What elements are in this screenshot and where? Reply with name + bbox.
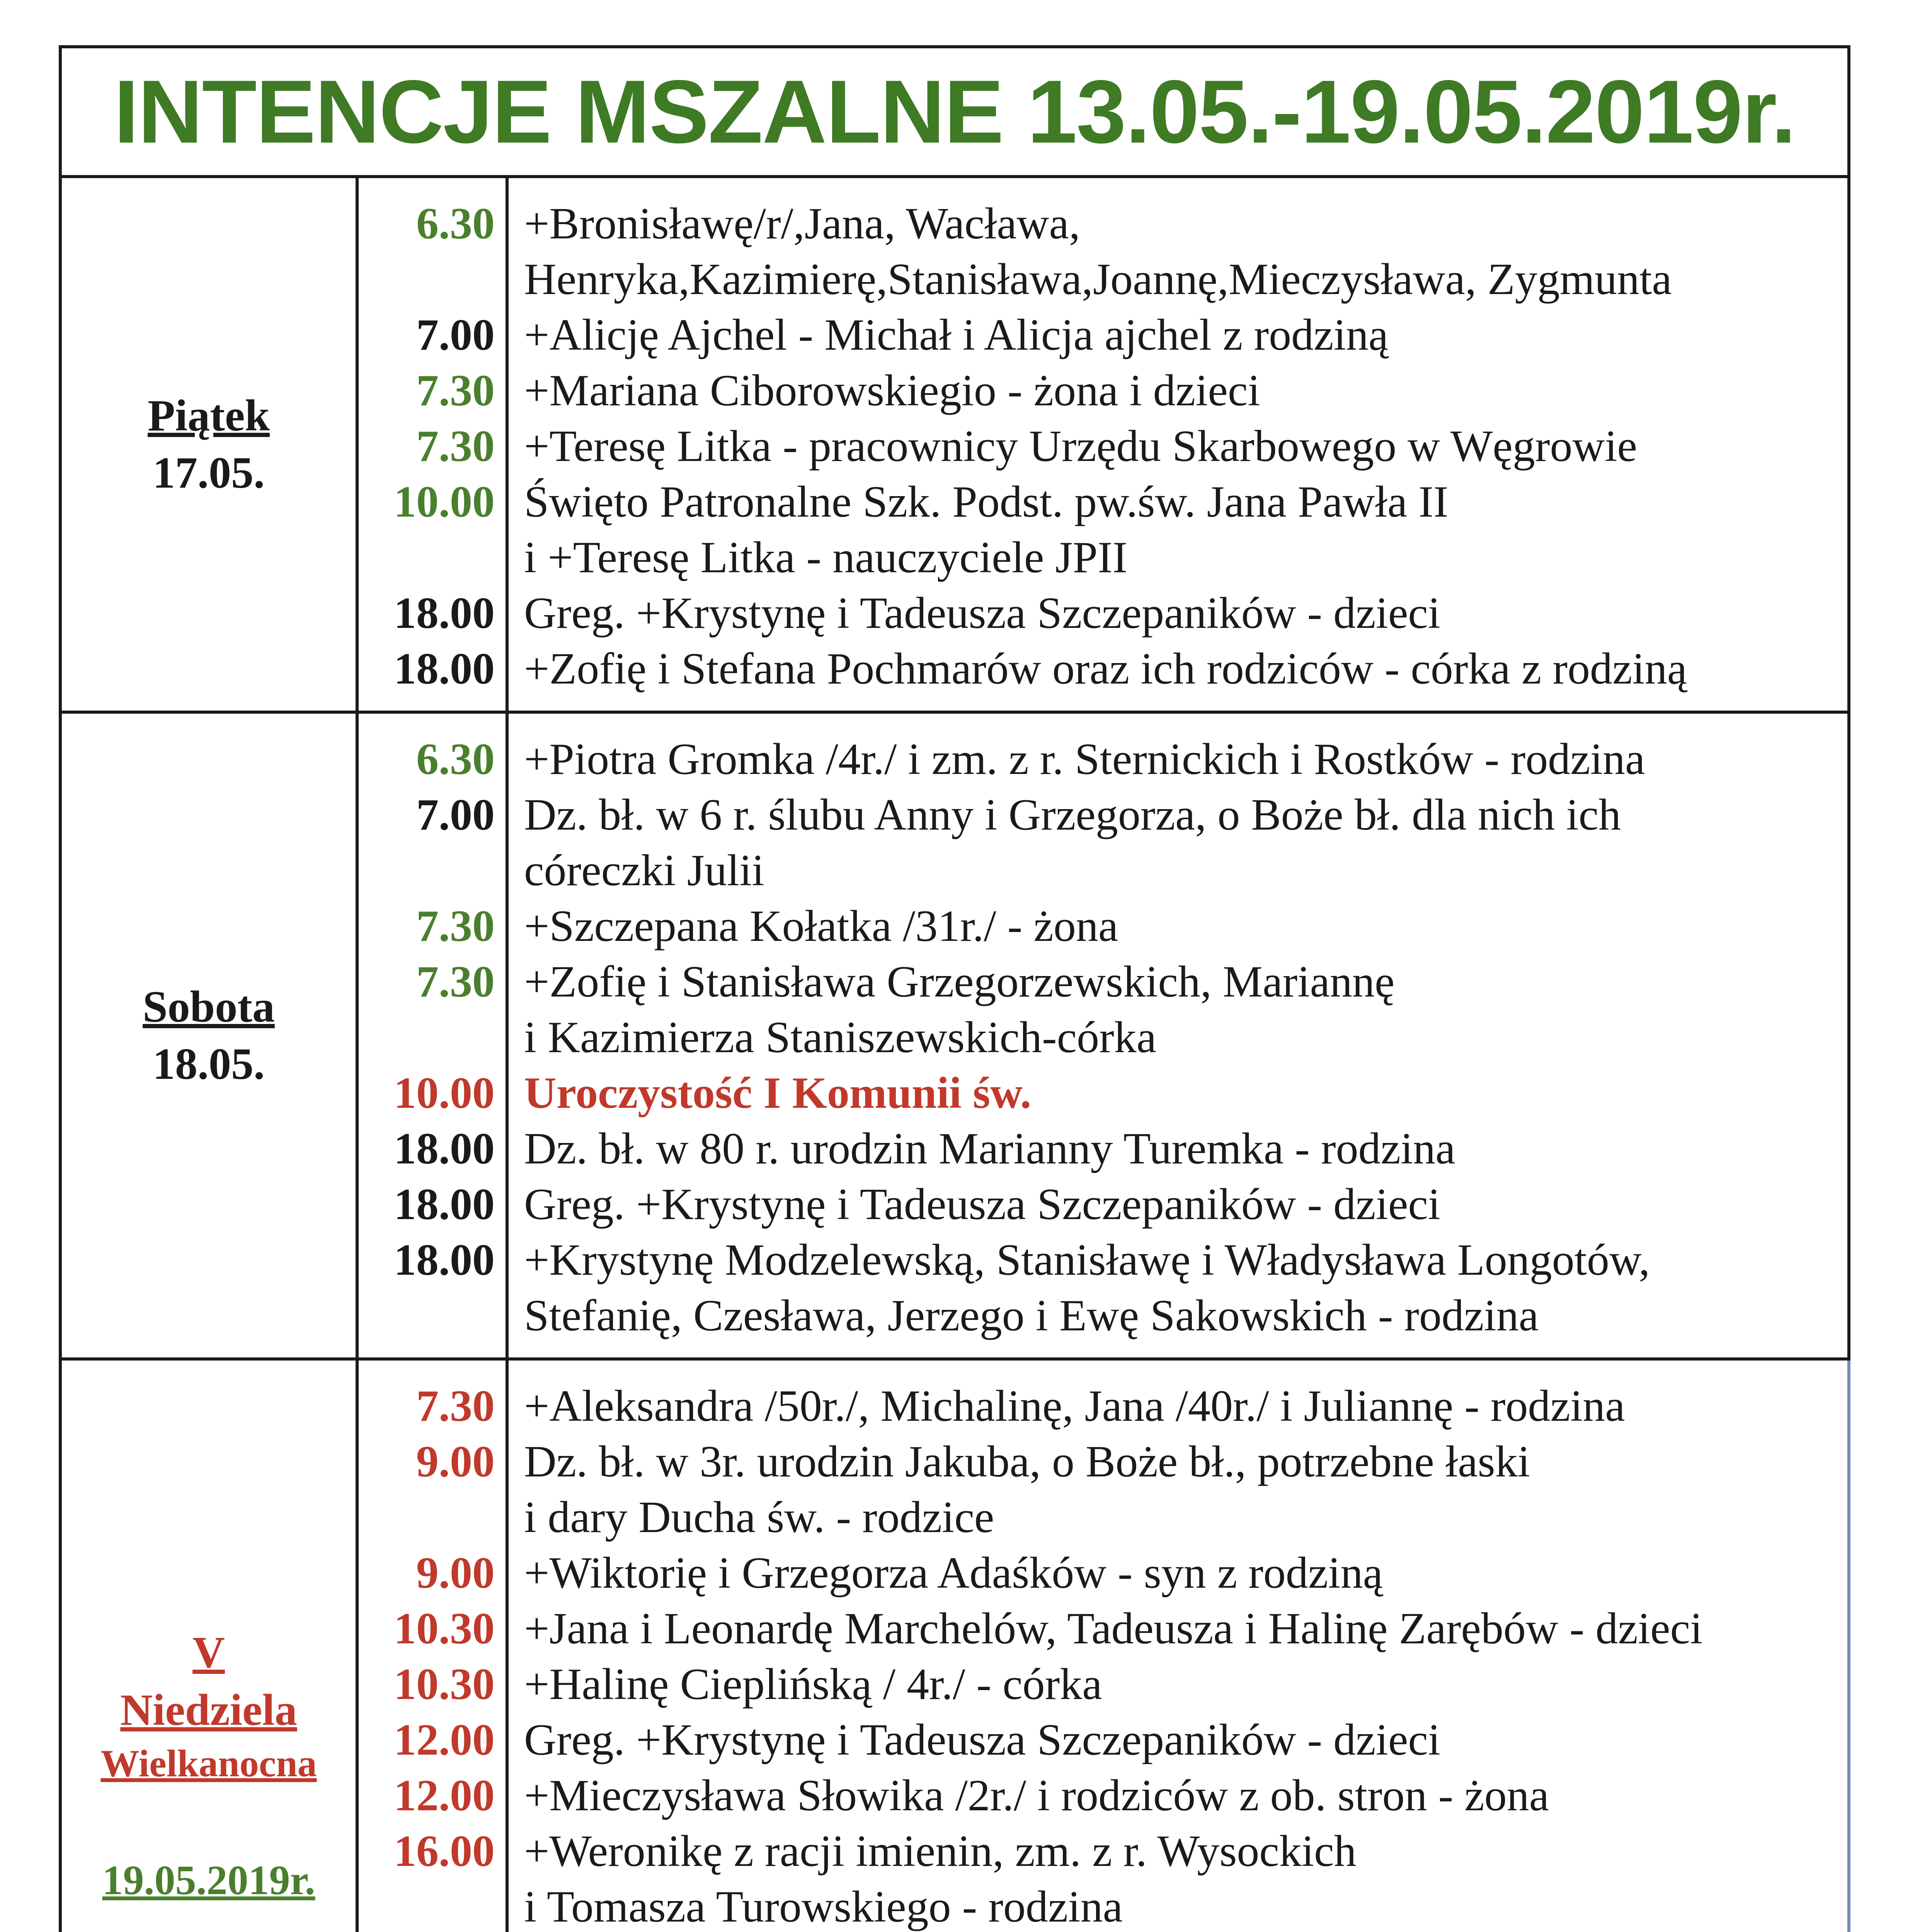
intentions-column	[509, 178, 1847, 711]
mass-time: 7.30	[416, 957, 495, 1007]
mass-time: 10.30	[394, 1604, 495, 1653]
mass-intention: Stefanię, Czesława, Jerzego i Ewę Sakowskich - rodzina	[524, 1291, 1539, 1340]
day-name: Piątek	[148, 391, 270, 440]
day-cell-sunday	[62, 1361, 359, 1932]
title-box	[59, 45, 1850, 178]
mass-time: 12.00	[394, 1771, 495, 1820]
mass-intention: Dz. bł. w 3r. urodzin Jakuba, o Boże bł., potrzebne łaski	[524, 1437, 1530, 1486]
mass-time	[359, 252, 495, 307]
mass-time: 7.30	[416, 901, 495, 951]
mass-time	[359, 843, 495, 898]
mass-intention: i dary Ducha św. - rodzice	[524, 1493, 994, 1542]
mass-time: 7.00	[416, 790, 495, 840]
mass-intention: Dz. bł. w 80 r. urodzin Marianny Turemka - rodzina	[524, 1124, 1455, 1173]
times-column	[359, 714, 509, 1357]
mass-intention: +Halinę Cieplińską / 4r./ - córka	[524, 1660, 1102, 1709]
mass-time: 10.00	[394, 477, 495, 527]
mass-time: 10.30	[394, 1660, 495, 1709]
intentions-sheet	[59, 45, 1850, 1932]
mass-time	[359, 1010, 495, 1065]
mass-intention: +Alicję Ajchel - Michał i Alicja ajchel z rodziną	[524, 310, 1389, 360]
mass-time: 7.30	[416, 366, 495, 415]
mass-intention: +Mieczysława Słowika /2r./ i rodziców z ob. stron - żona	[524, 1771, 1549, 1820]
mass-time: 16.00	[394, 1827, 495, 1876]
day-date: 18.05.	[153, 1039, 265, 1089]
intentions-column	[509, 714, 1847, 1357]
mass-intention: Dz. bł. w 6 r. ślubu Anny i Grzegorza, o Boże bł. dla nich ich	[524, 790, 1621, 840]
mass-intention: +Krystynę Modzelewską, Stanisławę i Władysława Longotów,	[524, 1235, 1650, 1285]
mass-time: 6.30	[416, 735, 495, 784]
day-cell-saturday	[62, 714, 359, 1357]
intentions-column	[509, 1361, 1847, 1932]
mass-intention: Greg. +Krystynę i Tadeusza Szczepaników - dzieci	[524, 1180, 1441, 1229]
mass-intention: +Zofię i Stefana Pochmarów oraz ich rodziców - córka z rodziną	[524, 644, 1687, 694]
mass-time	[359, 1879, 495, 1932]
mass-intention: Henryka,Kazimierę,Stanisława,Joannę,Mieczysława, Zygmunta	[524, 255, 1672, 304]
mass-intention: +Bronisławę/r/,Jana, Wacława,	[524, 199, 1081, 248]
mass-time	[359, 530, 495, 585]
mass-intention: +Zofię i Stanisława Grzegorzewskich, Mariannę	[524, 957, 1395, 1007]
times-column	[359, 178, 509, 711]
mass-intention: i Tomasza Turowskiego - rodzina	[524, 1882, 1123, 1932]
mass-intention: +Piotra Gromka /4r./ i zm. z r. Sternickich i Rostków - rodzina	[524, 735, 1645, 784]
day-row-sunday	[59, 1361, 1850, 1932]
mass-time	[359, 1288, 495, 1344]
mass-time: 7.00	[416, 310, 495, 360]
mass-intention: Uroczystość I Komunii św.	[524, 1068, 1031, 1118]
mass-intention: córeczki Julii	[524, 846, 764, 895]
mass-time: 18.00	[394, 1235, 495, 1285]
mass-time: 7.30	[416, 1381, 495, 1431]
day-row-friday	[59, 178, 1850, 714]
mass-intention: i Kazimierza Staniszewskich-córka	[524, 1013, 1157, 1062]
mass-time: 6.30	[416, 199, 495, 248]
day-date: 17.05.	[153, 448, 265, 498]
mass-intention: +Jana i Leonardę Marchelów, Tadeusza i Halinę Zarębów - dzieci	[524, 1604, 1703, 1653]
mass-intention: +Szczepana Kołatka /31r./ - żona	[524, 901, 1118, 951]
mass-time: 18.00	[394, 1124, 495, 1173]
mass-time: 18.00	[394, 1180, 495, 1229]
mass-time: 18.00	[394, 588, 495, 638]
day-cell-friday	[62, 178, 359, 711]
mass-time	[359, 1490, 495, 1545]
mass-intention: Greg. +Krystynę i Tadeusza Szczepaników - dzieci	[524, 588, 1441, 638]
day-name: Sobota	[143, 982, 275, 1032]
day-name: Niedziela	[120, 1685, 297, 1735]
day-row-saturday	[59, 714, 1850, 1361]
day-date: 19.05.2019r.	[102, 1857, 315, 1904]
mass-time: 10.00	[394, 1068, 495, 1118]
mass-time: 7.30	[416, 422, 495, 471]
mass-intention: +Mariana Ciborowskiegio - żona i dzieci	[524, 366, 1260, 415]
day-name-suffix: Wielkanocna	[100, 1742, 317, 1785]
mass-intention: Święto Patronalne Szk. Podst. pw.św. Jana Pawła II	[524, 477, 1449, 527]
mass-time: 9.00	[416, 1437, 495, 1486]
mass-intention: +Teresę Litka - pracownicy Urzędu Skarbowego w Węgrowie	[524, 422, 1637, 471]
mass-intention: +Aleksandra /50r./, Michalinę, Jana /40r./ i Juliannę - rodzina	[524, 1381, 1625, 1431]
mass-intention: Greg. +Krystynę i Tadeusza Szczepaników - dzieci	[524, 1715, 1441, 1765]
times-column	[359, 1361, 509, 1932]
mass-time: 18.00	[394, 644, 495, 694]
mass-time: 12.00	[394, 1715, 495, 1765]
mass-intention: i +Teresę Litka - nauczyciele JPII	[524, 533, 1128, 582]
page-title: INTENCJE MSZALNE 13.05.-19.05.2019r.	[114, 61, 1796, 162]
day-name-prefix: V	[192, 1628, 225, 1678]
mass-intention: +Weronikę z racji imienin, zm. z r. Wysockich	[524, 1827, 1357, 1876]
mass-time: 9.00	[416, 1548, 495, 1598]
mass-intention: +Wiktorię i Grzegorza Adaśków - syn z rodziną	[524, 1548, 1383, 1598]
